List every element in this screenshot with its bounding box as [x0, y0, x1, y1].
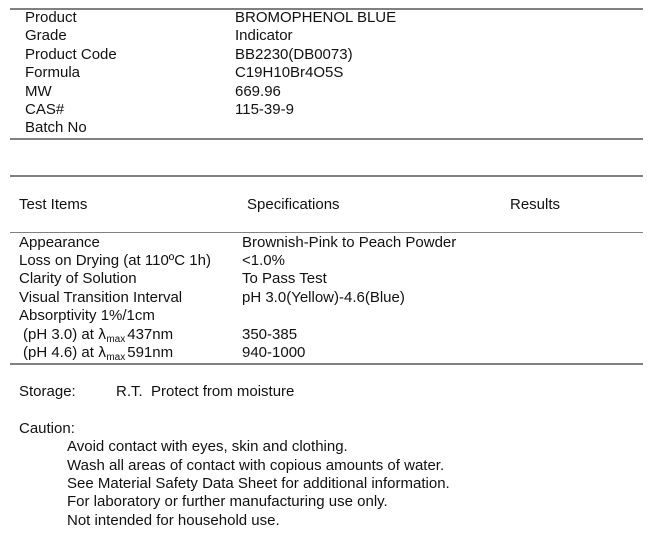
- storage-value: R.T. Protect from moisture: [116, 383, 295, 400]
- product-label: Product: [25, 9, 77, 26]
- grade-value: Indicator: [235, 27, 293, 44]
- absorb-ph30-wavelength: 437nm: [127, 326, 174, 343]
- caution-label: Caution:: [19, 420, 75, 437]
- row-clarity-item: Clarity of Solution: [19, 270, 137, 287]
- caution-line: Avoid contact with eyes, skin and clothing.: [67, 438, 348, 455]
- row-appearance-spec: Brownish-Pink to Peach Powder: [242, 234, 457, 251]
- absorb-ph30-prefix: (pH 3.0) at: [23, 326, 99, 343]
- caution-line: For laboratory or further manufacturing use only.: [67, 493, 388, 510]
- row-appearance-item: Appearance: [19, 234, 100, 251]
- mw-value: 669.96: [235, 83, 281, 100]
- row-absorb-ph46-item: [23, 344, 173, 364]
- formula-value: C19H10Br4O5S: [235, 64, 344, 81]
- lambda-max-subscript: max: [106, 352, 126, 363]
- row-absorb-ph46-spec: 940-1000: [242, 344, 306, 361]
- formula-label: Formula: [25, 64, 81, 81]
- row-absorb-ph30-item: [23, 326, 173, 346]
- row-absorptivity-item: Absorptivity 1%/1cm: [19, 307, 155, 324]
- product-value: BROMOPHENOL BLUE: [235, 9, 397, 26]
- absorb-ph46-prefix: (pH 4.6) at: [23, 344, 99, 361]
- caution-line: Not intended for household use.: [67, 512, 280, 529]
- product-code-label: Product Code: [25, 46, 117, 63]
- lambda-symbol: λ: [98, 345, 107, 361]
- header-results: Results: [510, 196, 561, 213]
- row-transition-item: Visual Transition Interval: [19, 289, 183, 306]
- batch-no-label: Batch No: [25, 119, 87, 136]
- product-code-value: BB2230(DB0073): [235, 46, 353, 63]
- row-loss-on-drying-spec: <1.0%: [242, 252, 285, 269]
- table-header-rule: [10, 232, 643, 233]
- header-test-items: Test Items: [19, 196, 88, 213]
- row-absorb-ph30-spec: 350-385: [242, 326, 298, 343]
- caution-line: Wash all areas of contact with copious amounts of water.: [67, 457, 445, 474]
- row-transition-spec: pH 3.0(Yellow)-4.6(Blue): [242, 289, 405, 306]
- absorb-ph46-wavelength: 591nm: [127, 344, 174, 361]
- mw-label: MW: [25, 83, 52, 100]
- grade-label: Grade: [25, 27, 67, 44]
- lambda-max-subscript: max: [106, 334, 126, 345]
- header-specifications: Specifications: [247, 196, 340, 213]
- cas-value: 115-39-9: [235, 101, 294, 118]
- lambda-symbol: λ: [98, 327, 107, 343]
- cas-label: CAS#: [25, 101, 65, 118]
- caution-line: See Material Safety Data Sheet for additional information.: [67, 475, 450, 492]
- table-top-rule: [10, 175, 643, 177]
- row-clarity-spec: To Pass Test: [242, 270, 327, 287]
- row-loss-on-drying-item: Loss on Drying (at 110ºC 1h): [19, 252, 211, 269]
- product-info-bottom-rule: [10, 138, 643, 140]
- storage-label: Storage:: [19, 383, 76, 400]
